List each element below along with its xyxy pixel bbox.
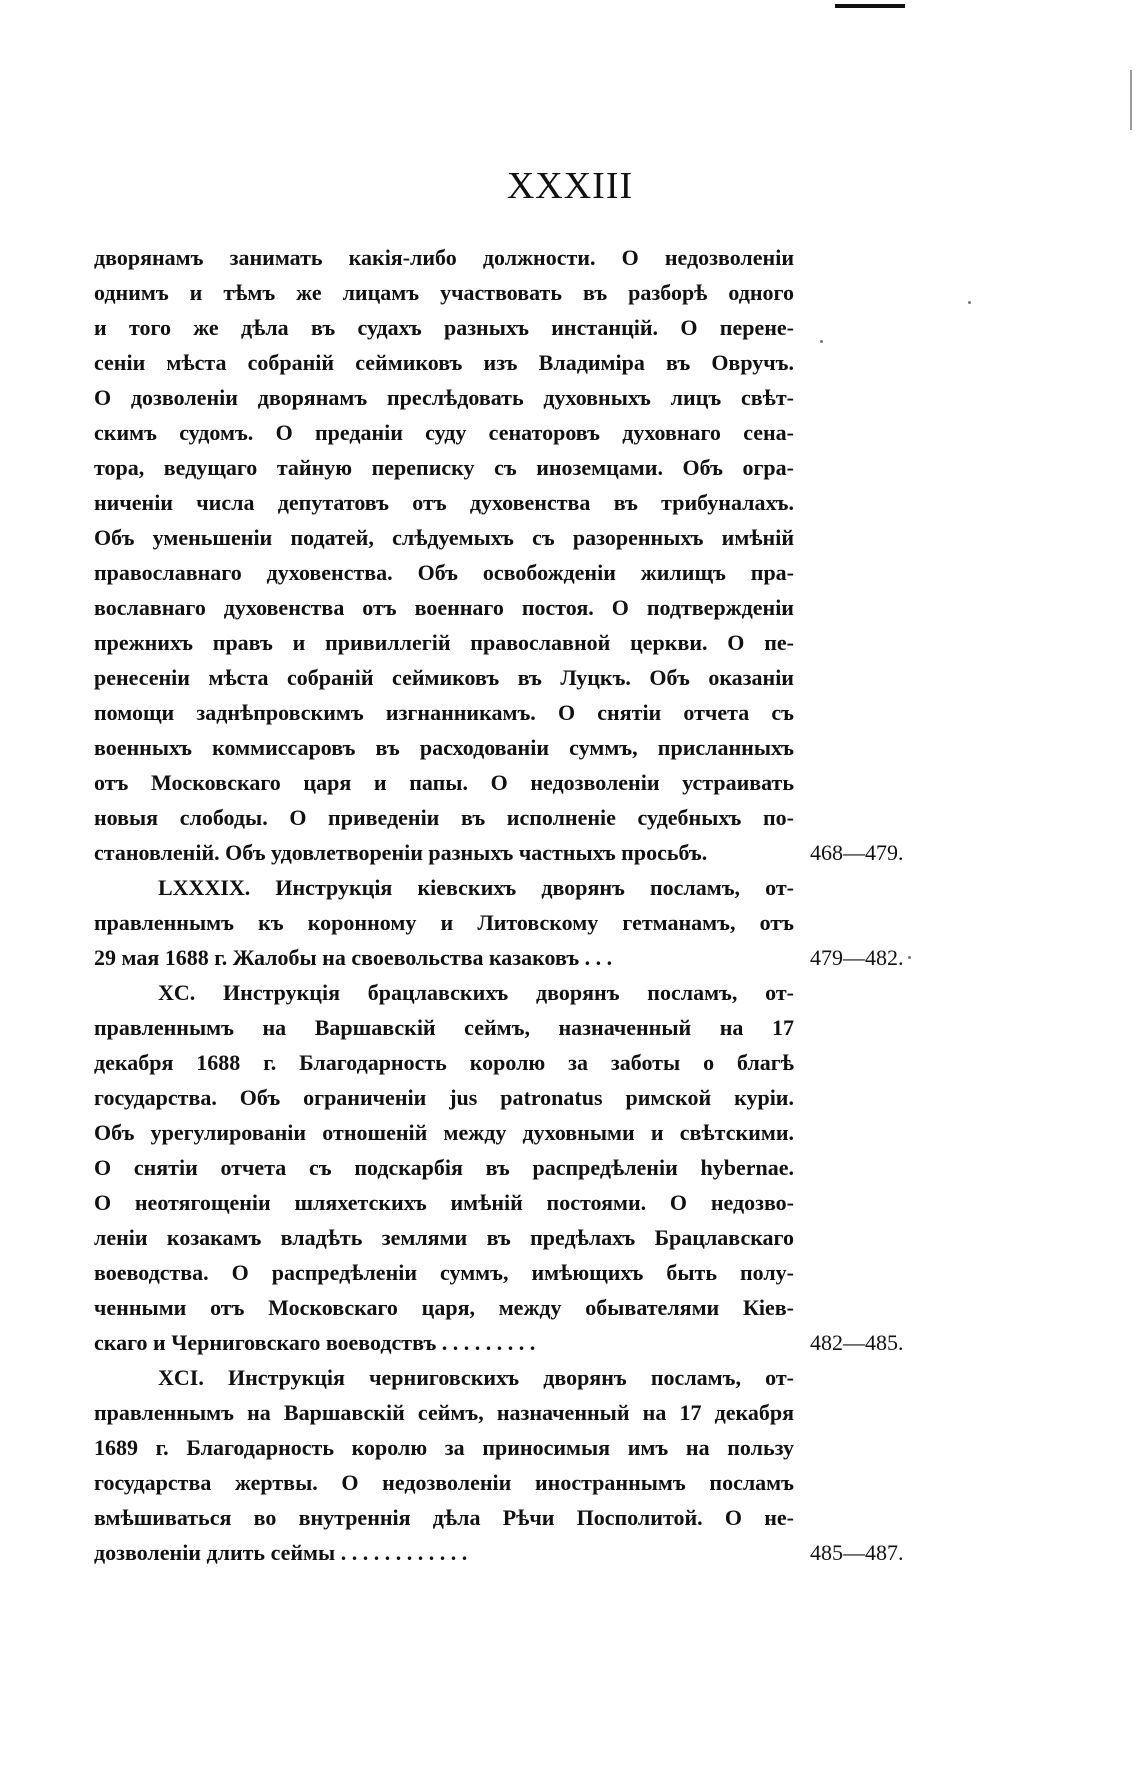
entry-line: О неотягощеніи шляхетскихъ имѣній постоями. О недозво- [94, 1190, 794, 1215]
scan-speck [968, 301, 971, 304]
entry-line: скаго и Черниговскаго воеводствъ . . . . . . . . . [94, 1330, 536, 1355]
entry-line: 29 мая 1688 г. Жалобы на своевольства казаковъ . . . [94, 945, 613, 970]
page-range: 485—487. [810, 1540, 904, 1565]
entry-line: Объ уменьшеніи податей, слѣдуемыхъ съ разоренныхъ имѣній [94, 525, 794, 550]
entry-line: Объ урегулированіи отношеній между духовными и свѣтскими. [94, 1120, 794, 1145]
toc-entry-xci [94, 1360, 920, 1570]
page-range: 468—479. [810, 840, 904, 865]
page-number-heading: XXXIII [506, 165, 634, 207]
entry-line: воеводства. О распредѣленіи суммъ, имѣющихъ быть полу- [94, 1260, 794, 1285]
entry-line: православнаго духовенства. Объ освобожденіи жилищъ пра- [94, 560, 794, 585]
entry-line: леніи козакамъ владѣть землями въ предѣлахъ Брацлавскаго [94, 1225, 794, 1250]
entry-line: и того же дѣла въ судахъ разныхъ инстанцій. О перене- [94, 315, 794, 340]
entry-line: декабря 1688 г. Благодарность королю за заботы о благѣ [94, 1050, 794, 1075]
entry-line: вославнаго духовенства отъ военнаго постоя. О подтвержденіи [94, 595, 794, 620]
entry-line: военныхъ коммиссаровъ въ расходованіи суммъ, присланныхъ [94, 735, 794, 760]
entry-line: дозволеніи длить сеймы . . . . . . . . . . . . [94, 1540, 468, 1565]
entry-line: правленнымъ на Варшавскій сеймъ, назначенный на 17 декабря [94, 1400, 794, 1425]
entry-line: государства жертвы. О недозволеніи иностраннымъ посламъ [94, 1470, 794, 1495]
toc-entry-lxxxix [94, 870, 920, 975]
entry-line: правленнымъ къ коронному и Литовскому гетманамъ, отъ [94, 910, 794, 935]
entry-line: ченными отъ Московскаго царя, между обывателями Кіев- [94, 1295, 794, 1320]
entry-line: О снятіи отчета съ подскарбія въ распредѣленіи hybernae. [94, 1155, 794, 1180]
entry-heading-line: XC. Инструкція брацлавскихъ дворянъ посламъ, от- [158, 980, 794, 1005]
top-edge-rule [835, 4, 905, 8]
scan-speck [820, 340, 823, 343]
page-range: 479—482. [810, 945, 904, 970]
toc-entry-continued [94, 240, 920, 870]
entry-line: новыя слободы. О приведеніи въ исполненіе судебныхъ по- [94, 805, 794, 830]
page-range: 482—485. [810, 1330, 904, 1355]
entry-line: тора, ведущаго тайную переписку съ иноземцами. Объ огра- [94, 455, 794, 480]
entry-line: сеніи мѣста собраній сеймиковъ изъ Владиміра въ Овручъ. [94, 350, 794, 375]
toc-entry-xc [94, 975, 920, 1360]
entry-line: государства. Объ ограниченіи jus patronatus римской куріи. [94, 1085, 794, 1110]
entry-line: ниченіи числа депутатовъ отъ духовенства въ трибуналахъ. [94, 490, 794, 515]
scan-edge-mark [1130, 70, 1132, 130]
entry-line: однимъ и тѣмъ же лицамъ участвовать въ разборѣ одного [94, 280, 794, 305]
entry-line: дворянамъ занимать какія-либо должности. О недозволеніи [94, 245, 794, 270]
entry-line: ренесеніи мѣста собраній сеймиковъ въ Луцкъ. Объ оказаніи [94, 665, 794, 690]
entry-line: 1689 г. Благодарность королю за приносимыя имъ на пользу [94, 1435, 794, 1460]
scan-speck [908, 956, 911, 959]
entry-line: отъ Московскаго царя и папы. О недозволеніи устраивать [94, 770, 794, 795]
entry-line: скимъ судомъ. О преданіи суду сенаторовъ духовнаго сена- [94, 420, 794, 445]
entry-line: О дозволеніи дворянамъ преслѣдовать духовныхъ лицъ свѣт- [94, 385, 794, 410]
table-of-contents [94, 240, 920, 1570]
entry-line: становленій. Объ удовлетвореніи разныхъ частныхъ просьбъ. [94, 840, 708, 865]
entry-line: вмѣшиваться во внутреннія дѣла Рѣчи Посполитой. О не- [94, 1505, 794, 1530]
entry-heading-line: LXXXIX. Инструкція кіевскихъ дворянъ посламъ, от- [158, 875, 794, 900]
entry-line: помощи заднѣпровскимъ изгнанникамъ. О снятіи отчета съ [94, 700, 794, 725]
entry-line: правленнымъ на Варшавскій сеймъ, назначенный на 17 [94, 1015, 794, 1040]
entry-heading-line: XCI. Инструкція черниговскихъ дворянъ посламъ, от- [158, 1365, 794, 1390]
entry-line: прежнихъ правъ и привиллегій православной церкви. О пе- [94, 630, 794, 655]
